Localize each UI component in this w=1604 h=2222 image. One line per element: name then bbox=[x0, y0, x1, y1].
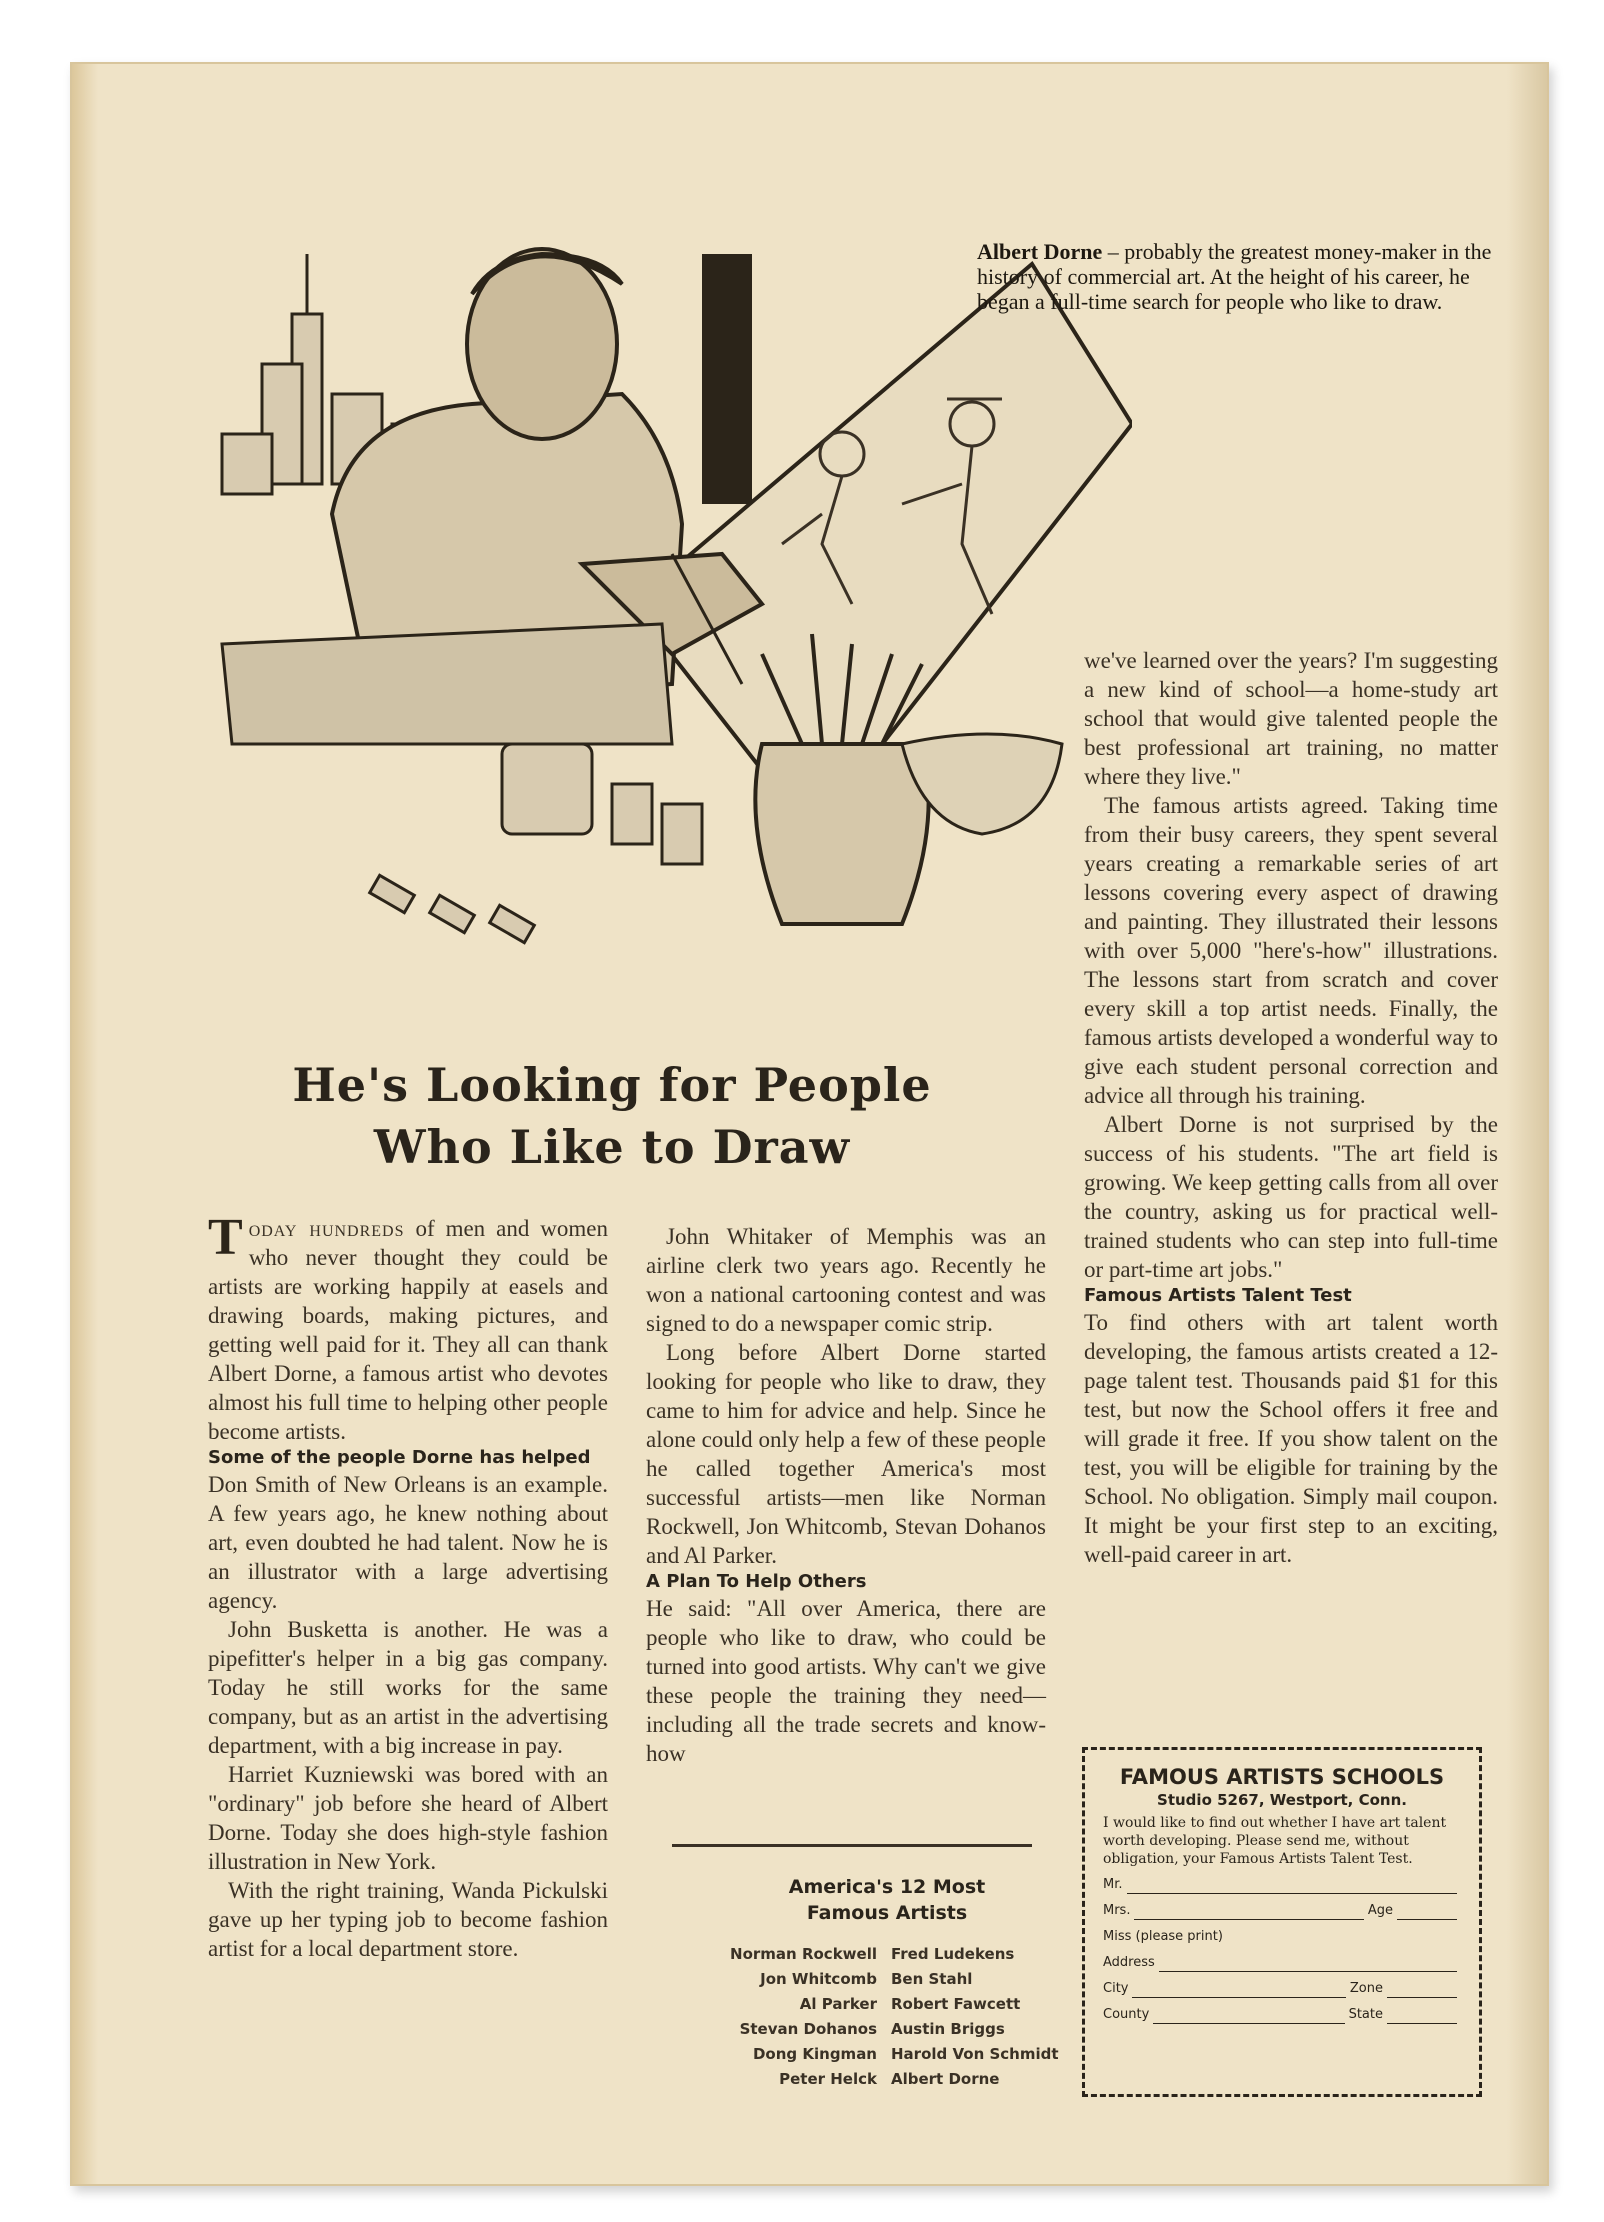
coupon-title: FAMOUS ARTISTS SCHOOLS bbox=[1119, 1765, 1445, 1789]
paragraph: John Whitaker of Memphis was an airline clerk two years ago. Recently he won a national cartooning contest and was signed to do a newspaper comic strip. bbox=[646, 1224, 1046, 1336]
paragraph: With the right training, Wanda Pickulski gave up her typing job to become fashion artist for a local department store. bbox=[208, 1878, 608, 1961]
paragraph: Long before Albert Dorne started looking for people who like to draw, they came to him for advice and help. Since he alone could only help a few of these people he called together America's most successful artists—men like Norman Rockwell, Jon Whitcomb, Stevan Dohanos and Al Parker. bbox=[646, 1340, 1046, 1568]
field-label: Address bbox=[1103, 1955, 1155, 1970]
paragraph: The famous artists agreed. Taking time from their busy careers, they spent several years creating a remarkable series of art lessons covering every aspect of drawing and painting. They illustrated their lessons with over 5,000 "here's-how" illustrations. The lessons start from scratch and cover every skill a top artist needs. Finally, the famous artists developed a wonderful way to give each student personal correction and advice all through his training. bbox=[1084, 793, 1498, 1108]
write-line[interactable] bbox=[1153, 2009, 1344, 2024]
paragraph: Don Smith of New Orleans is an example. A few years ago, he knew nothing about art, even doubted he had talent. Now he is an illustrator with a large advertising agency. bbox=[208, 1472, 608, 1613]
coupon-field-mrs-age[interactable] bbox=[1103, 1902, 1461, 1920]
coupon-body: I would like to find out whether I have art talent worth developing. Please send me, without obligation, your Famous Artists Talent Test. bbox=[1103, 1815, 1447, 1867]
subheading: Famous Artists Talent Test bbox=[1084, 1285, 1352, 1306]
artist-name: Dong Kingman bbox=[752, 2045, 877, 2063]
write-line[interactable] bbox=[1134, 1905, 1363, 1920]
paragraph-text: of men and women who never thought they could be artists are working happily at easels and drawing boards, making pictures, and getting well paid for it. They all can thank Albert Dorne, a famous artist who devotes almost his full time to helping other people become artists. bbox=[208, 1216, 608, 1444]
write-line[interactable] bbox=[1159, 1957, 1457, 1972]
artists-row bbox=[642, 1992, 1132, 2017]
coupon-field-mr[interactable] bbox=[1103, 1876, 1461, 1894]
paragraph: He said: "All over America, there are people who like to draw, who could be turned into good artists. Why can't we give these people the training they need—including all the trade secrets and know-how bbox=[646, 1596, 1046, 1766]
write-line[interactable] bbox=[1132, 1983, 1345, 1998]
drop-cap: T bbox=[208, 1209, 243, 1266]
paragraph: Albert Dorne is not surprised by the success of his students. "The art field is growing. We keep getting calls from all over the country, asking us for practical well-trained students who can step into full-time or part-time art jobs." bbox=[1084, 1112, 1498, 1282]
paragraph: we've learned over the years? I'm suggesting a new kind of school—a home-study art school that would give talented people the best professional art training, no matter where they live." bbox=[1084, 648, 1498, 789]
artist-name: Al Parker bbox=[799, 1995, 877, 2013]
artist-name: Ben Stahl bbox=[891, 1970, 973, 1988]
field-label: Zone bbox=[1349, 1981, 1383, 1996]
artist-name: Austin Briggs bbox=[891, 2020, 1005, 2038]
field-label: State bbox=[1348, 2007, 1383, 2022]
article-column-1 bbox=[208, 1209, 608, 1963]
field-label: Mr. bbox=[1103, 1877, 1123, 1892]
artists-row bbox=[642, 2017, 1132, 2042]
coupon-field-address[interactable] bbox=[1103, 1954, 1461, 1972]
article-column-2 bbox=[646, 1222, 1046, 1768]
field-label: County bbox=[1103, 2007, 1150, 2022]
write-line[interactable] bbox=[1387, 2009, 1457, 2024]
artist-name: Peter Helck bbox=[779, 2070, 877, 2088]
subheading: A Plan To Help Others bbox=[646, 1571, 867, 1592]
mail-coupon bbox=[1082, 1747, 1482, 2097]
artists-list-title bbox=[642, 1874, 1132, 1926]
divider bbox=[672, 1844, 1032, 1847]
paragraph: To find others with art talent worth developing, the famous artists created a 12-page talent test. Thousands paid $1 for this test, but now the School offers it free and will grade it free. If you show talent on the test, you will be eligible for training by the School. No obligation. Simply mail coupon. It might be your first step to an exciting, well-paid career in art. bbox=[1084, 1310, 1498, 1567]
write-line[interactable] bbox=[1387, 1983, 1457, 1998]
subheading: Some of the people Dorne has helped bbox=[208, 1447, 591, 1468]
headline-line-2: Who Like to Draw bbox=[373, 1120, 851, 1174]
coupon-field-city-zone[interactable] bbox=[1103, 1980, 1461, 1998]
artists-title-line-1: America's 12 Most bbox=[788, 1876, 986, 1898]
coupon-field-miss[interactable] bbox=[1103, 1928, 1461, 1946]
lead-in: oday hundreds bbox=[248, 1216, 405, 1241]
paragraph: Harriet Kuzniewski was bored with an "ordinary" job before she heard of Albert Dorne. Today she does high-style fashion illustration in New York. bbox=[208, 1762, 608, 1874]
write-line[interactable] bbox=[1127, 1879, 1458, 1894]
magazine-page bbox=[70, 62, 1549, 2186]
page-title bbox=[232, 1054, 992, 1178]
artists-row bbox=[642, 1967, 1132, 1992]
artists-row bbox=[642, 1942, 1132, 1967]
artist-name: Norman Rockwell bbox=[730, 1945, 877, 1963]
artists-row bbox=[642, 2042, 1132, 2067]
headline-line-1: He's Looking for People bbox=[292, 1058, 932, 1112]
artist-name: Fred Ludekens bbox=[891, 1945, 1015, 1963]
paragraph: John Busketta is another. He was a pipefitter's helper in a big gas company. Today he still works for the same company, but as an artist in the advertising department, with a big increase in pay. bbox=[208, 1617, 608, 1758]
field-label: City bbox=[1103, 1981, 1129, 1996]
coupon-field-county-state[interactable] bbox=[1103, 2006, 1461, 2024]
famous-artists-list bbox=[642, 1874, 1132, 2092]
artist-name: Jon Whitcomb bbox=[760, 1970, 877, 1988]
field-label: Mrs. bbox=[1103, 1903, 1131, 1918]
field-label: Age bbox=[1367, 1903, 1393, 1918]
paragraph bbox=[208, 1209, 608, 1446]
illustration-caption bbox=[977, 239, 1497, 314]
artist-name: Albert Dorne bbox=[891, 2070, 1000, 2088]
coupon-address: Studio 5267, Westport, Conn. bbox=[1157, 1791, 1407, 1809]
write-line[interactable] bbox=[1397, 1905, 1457, 1920]
artists-title-line-2: Famous Artists bbox=[806, 1902, 968, 1924]
artists-row bbox=[642, 2067, 1132, 2092]
artist-name: Robert Fawcett bbox=[891, 1995, 1021, 2013]
artist-name: Stevan Dohanos bbox=[739, 2020, 877, 2038]
article-column-3 bbox=[1084, 646, 1498, 1569]
caption-text: – probably the greatest money-maker in the history of commercial art. At the height of his career, he began a full-time search for people who like to draw. bbox=[977, 239, 1492, 314]
artist-name: Harold Von Schmidt bbox=[891, 2045, 1059, 2063]
field-label: Miss (please print) bbox=[1103, 1929, 1223, 1944]
caption-name: Albert Dorne bbox=[977, 239, 1103, 264]
